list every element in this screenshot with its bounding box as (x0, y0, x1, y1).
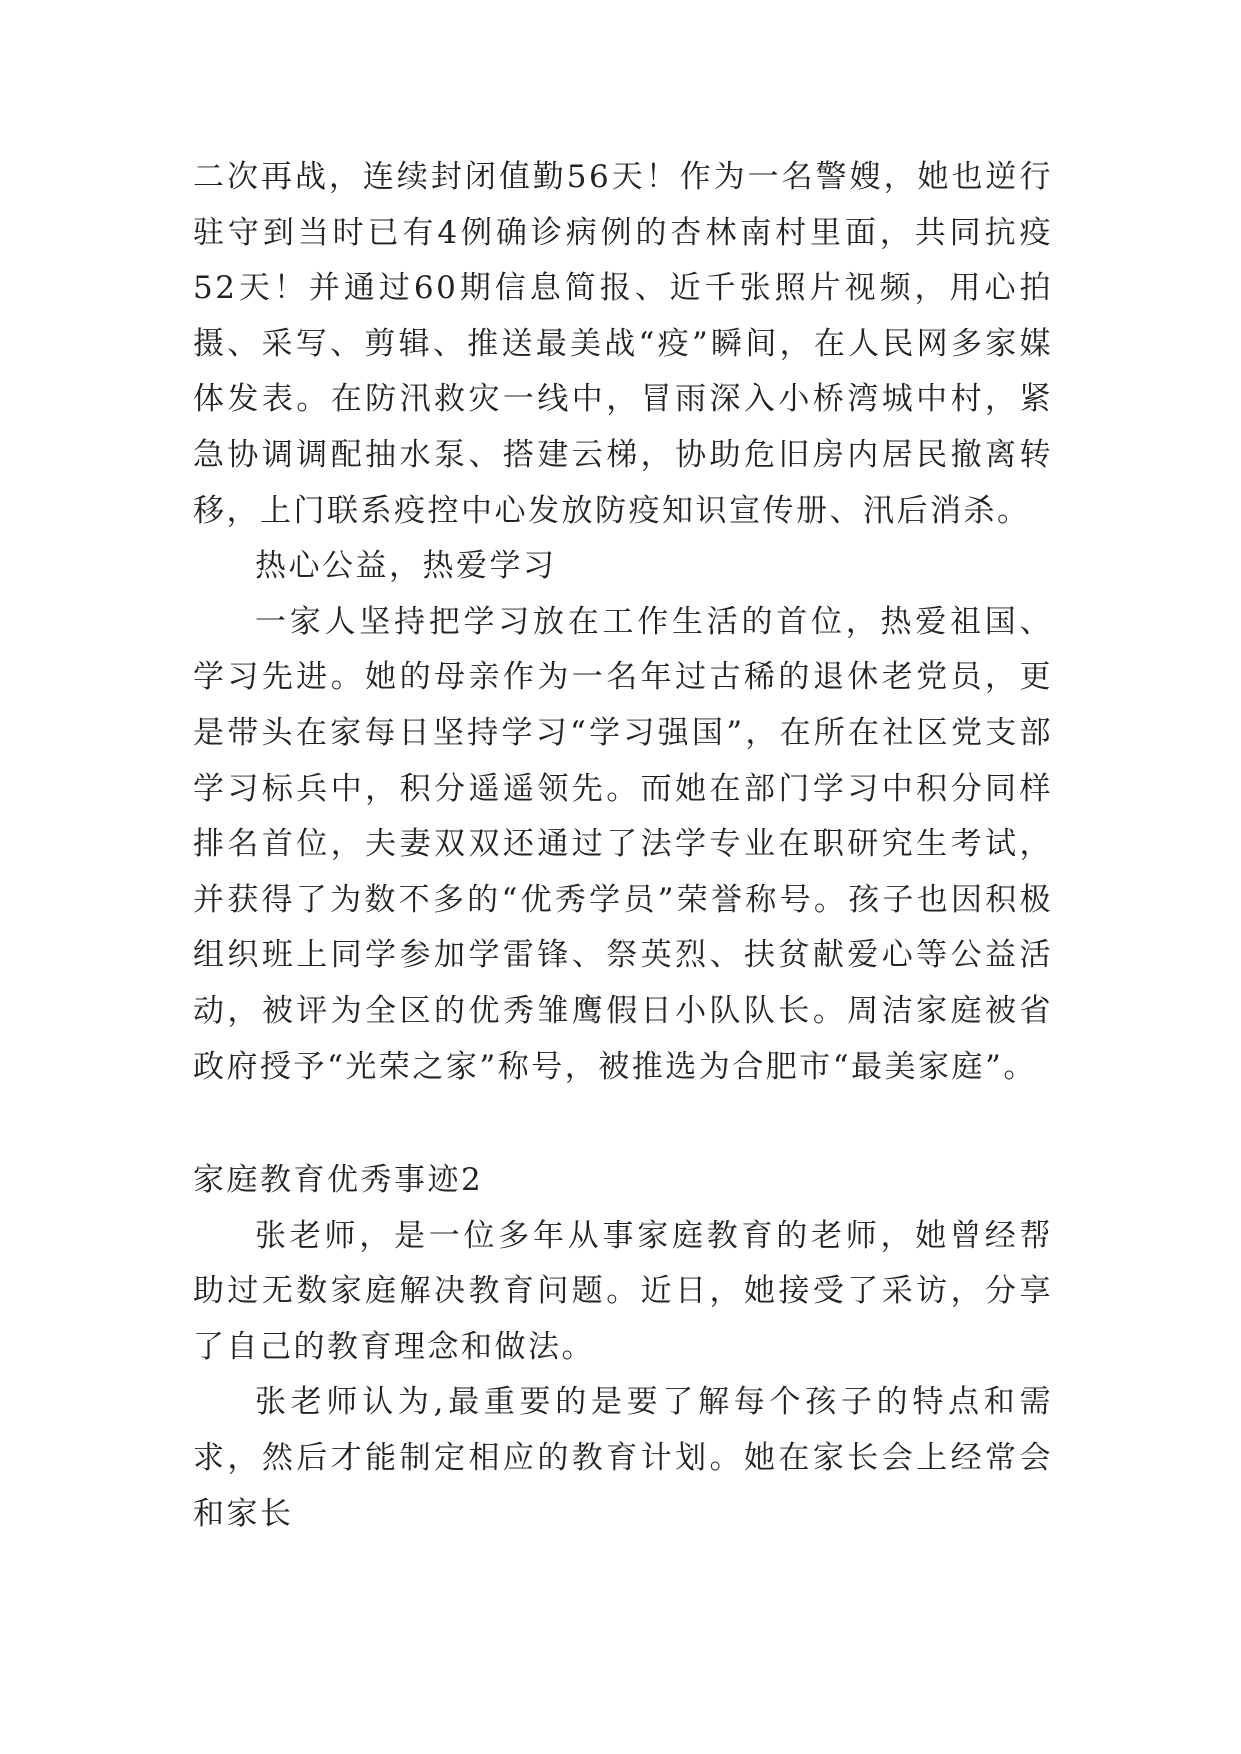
section-title: 家庭教育优秀事迹2 (193, 1162, 484, 1199)
paragraph-continued: 二次再战，连续封闭值勤56天！作为一名警嫂，她也逆行驻守到当时已有4例确诊病例的杏林南村里面，共同抗疫52天！并通过60期信息简报、近千张照片视频，用心拍摄、采写、剪辑、推送最美战“疫”瞬间，在人民网多家媒体发表。在防汛救灾一线中，冒雨深入小桥湾城中村，紧急协调调配抽水泵、搭建云梯，协助危旧房内居民撤离转移，上门联系疫控中心发放防疫知识宣传册、汛后消杀。 (193, 159, 1053, 529)
subheading-public-welfare: 热心公益，热爱学习 (255, 548, 557, 585)
section-spacer (193, 1095, 1053, 1153)
paragraph-learning: 一家人坚持把学习放在工作生活的首位，热爱祖国、学习先进。她的母亲作为一名年过古稀的退休老党员，更是带头在家每日坚持学习“学习强国”，在所在社区党支部学习标兵中，积分遥遥领先。而她在部门学习中积分同样排名首位，夫妻双双还通过了法学专业在职研究生考试，并获得了为数不多的“优秀学员”荣誉称号。孩子也因积极组织班上同学参加学雷锋、祭英烈、扶贫献爱心等公益活动，被评为全区的优秀雏鹰假日小队队长。周洁家庭被省政府授予“光荣之家”称号，被推选为合肥市“最美家庭”。 (193, 603, 1053, 1085)
paragraph-method: 张老师认为,最重要的是要了解每个孩子的特点和需求，然后才能制定相应的教育计划。她在家长会上经常会和家长 (193, 1384, 1053, 1532)
paragraph-intro: 张老师，是一位多年从事家庭教育的老师，她曾经帮助过无数家庭解决教育问题。近日，她接受了采访，分享了自己的教育理念和做法。 (193, 1217, 1053, 1365)
document-page (193, 150, 1053, 1542)
